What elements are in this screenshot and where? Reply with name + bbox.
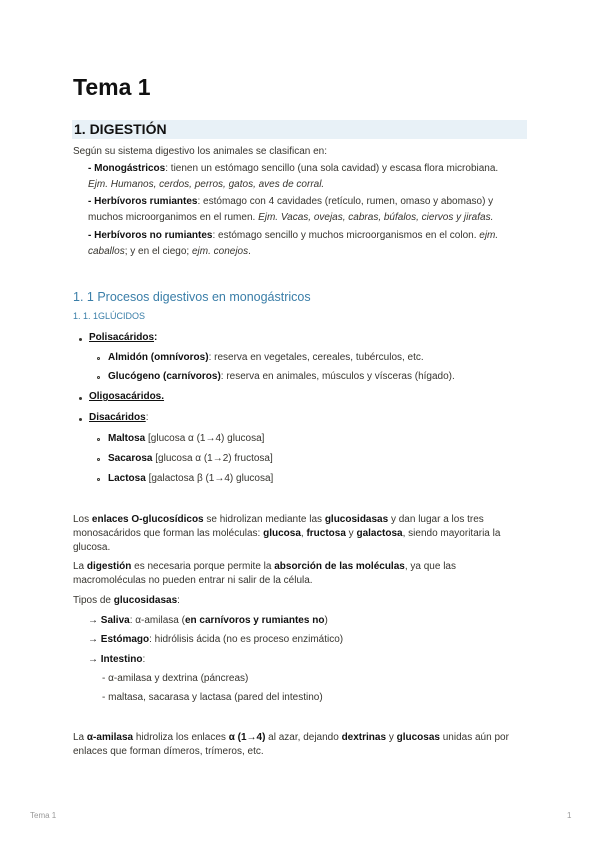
bullet-icon [79, 418, 82, 421]
maltosa-text: [glucosa α (1→4) glucosa] [145, 433, 265, 444]
text: La [73, 732, 87, 743]
herbivoros-rumiantes-text: : estómago con 4 cavidades (retículo, rumen, omaso y abomaso) y [197, 196, 494, 207]
lactosa-term: Lactosa [108, 473, 146, 484]
monogastricos-example: Ejm. Humanos, cerdos, perros, gatos, aves de corral. [88, 179, 325, 190]
caballos-text: caballos [88, 246, 125, 257]
fructosa-term: fructosa [306, 528, 346, 539]
circle-bullet-icon [97, 438, 100, 441]
monogastricos-text: : tienen un estómago sencillo (una sola cavidad) y escasa flora microbiana. [165, 163, 499, 174]
intestino-item [88, 653, 145, 667]
conejos-example: ejm. conejos [191, 246, 249, 257]
maltosa-item [108, 432, 264, 446]
estomago-term: Estómago [100, 634, 150, 645]
amilasa-term: α-amilasa [86, 732, 134, 743]
sacarosa-text: [glucosa α (1→2) fructosa] [152, 453, 273, 464]
paragraph-amilasa-line2: enlaces que forman dímeros, trímeros, etc. [73, 746, 264, 757]
herbivoros-rumiantes-line [88, 195, 493, 209]
paragraph-amilasa-line1 [73, 731, 509, 745]
dash: - [88, 163, 95, 174]
text: La [73, 561, 87, 572]
herbivoros-no-rumiantes-line2 [88, 245, 251, 259]
text: unidas aún por [439, 732, 509, 743]
text: , siendo mayoritaria la [402, 528, 501, 539]
text: monosacáridos que forman las moléculas: [73, 528, 264, 539]
ciego-text: ; y en el ciego; [124, 246, 192, 257]
period: . [248, 246, 251, 257]
paragraph-digestion-line2: macromoléculas no pueden entrar ni salir de la célula. [73, 575, 313, 586]
monogastricos-term: Monogástricos [94, 163, 166, 174]
paragraph-enlaces-line3: glucosa. [73, 542, 111, 553]
glucosidasas-term: glucosidasas [324, 514, 389, 525]
circle-bullet-icon [97, 478, 100, 481]
glucosidasas-term: glucosidasas [113, 595, 178, 606]
arrow-right-icon: → [88, 634, 101, 645]
bullet-icon [79, 397, 82, 400]
text: y [386, 732, 397, 743]
dash: - [88, 196, 95, 207]
text: , ya que las [404, 561, 456, 572]
tipos-line [73, 594, 180, 608]
herbivoros-no-rumiantes-term: Herbívoros no rumiantes [94, 230, 213, 241]
oligosacaridos-item [89, 390, 164, 404]
herbivoros-no-rumiantes-text: : estómago sencillo y muchos microorganismos en el colon. [212, 230, 480, 241]
paragraph-enlaces-line2 [73, 527, 500, 541]
subsubsection-heading: 1. 1. 1GLÚCIDOS [73, 311, 146, 321]
colon: : [142, 654, 146, 665]
saliva-term: Saliva [100, 615, 130, 626]
sacarosa-item [108, 452, 273, 466]
bullet-icon [79, 338, 82, 341]
arrow-right-icon: → [88, 654, 101, 665]
oligosacaridos-term: Oligosacáridos. [89, 391, 165, 402]
polisacaridos-term: Polisacáridos [89, 332, 155, 343]
page-number: 1 [567, 811, 572, 820]
saliva-item [88, 614, 328, 628]
sacarosa-term: Sacarosa [108, 453, 153, 464]
colon: : [145, 412, 149, 423]
disacaridos-item [89, 411, 148, 425]
text: se hidrolizan mediante las [203, 514, 325, 525]
lactosa-text: [galactosa β (1→4) glucosa] [145, 473, 274, 484]
text: Tipos de [73, 595, 114, 606]
glucosa-term: glucosa [263, 528, 301, 539]
almidon-item [108, 351, 424, 365]
paragraph-digestion-line1 [73, 560, 456, 574]
text: Los [73, 514, 92, 525]
circle-bullet-icon [97, 458, 100, 461]
dextrinas-term: dextrinas [341, 732, 387, 743]
intro-text: Según su sistema digestivo los animales se clasifican en: [73, 146, 328, 157]
enlace-term: α (1→4) [228, 732, 266, 743]
maltosa-term: Maltosa [108, 433, 146, 444]
saliva-text: : α-amilasa ( [129, 615, 185, 626]
circle-bullet-icon [97, 357, 100, 360]
herbivoros-rumiantes-line2 [88, 211, 493, 225]
herbivoros-rumiantes-text2: muchos microorganimos en el rumen. [88, 212, 259, 223]
saliva-note: en carnívoros y rumiantes no [184, 615, 325, 626]
subsection-heading: 1. 1 Procesos digestivos en monogástricos [73, 290, 311, 304]
arrow-right-icon: → [88, 615, 101, 626]
estomago-item [88, 633, 343, 647]
dash: - [88, 230, 95, 241]
text: y dan lugar a los tres [388, 514, 484, 525]
text: y [345, 528, 357, 539]
circle-bullet-icon [97, 376, 100, 379]
intestino-subitem-2: - maltasa, sacarasa y lactasa (pared del intestino) [102, 692, 323, 703]
paragraph-enlaces-line1 [73, 513, 484, 527]
absorcion-term: absorción de las moléculas [274, 561, 405, 572]
herbivoros-no-rumiantes-line [88, 229, 498, 243]
lactosa-item [108, 472, 273, 486]
enlaces-term: enlaces O-glucosídicos [91, 514, 204, 525]
text: , [300, 528, 307, 539]
text: ) [324, 615, 328, 626]
glucogeno-item [108, 370, 455, 384]
intestino-term: Intestino [100, 654, 143, 665]
polisacaridos-item [89, 331, 157, 345]
disacaridos-term: Disacáridos [89, 412, 146, 423]
colon: : [154, 332, 158, 343]
page-title: Tema 1 [73, 74, 151, 100]
almidon-term: Almidón (omnívoros) [108, 352, 209, 363]
herbivoros-rumiantes-term: Herbívoros rumiantes [94, 196, 198, 207]
intestino-subitem-1: - α-amilasa y dextrina (páncreas) [102, 673, 249, 684]
monogastricos-line [88, 162, 498, 176]
colon: : [177, 595, 180, 606]
glucogeno-text: : reserva en animales, músculos y vísceras (hígado). [220, 371, 455, 382]
digestion-term: digestión [86, 561, 132, 572]
text: al azar, dejando [265, 732, 342, 743]
almidon-text: : reserva en vegetales, cereales, tubérculos, etc. [208, 352, 424, 363]
text: es necesaria porque permite la [131, 561, 275, 572]
footer-title: Tema 1 [30, 811, 57, 820]
glucosas-term: glucosas [396, 732, 440, 743]
section-heading: 1. DIGESTIÓN [74, 121, 167, 137]
example-label: ejm. [479, 230, 499, 241]
galactosa-term: galactosa [356, 528, 403, 539]
herbivoros-rumiantes-example: Ejm. Vacas, ovejas, cabras, búfalos, ciervos y jirafas. [258, 212, 494, 223]
glucogeno-term: Glucógeno (carnívoros) [108, 371, 221, 382]
estomago-text: : hidrólisis ácida (no es proceso enzimático) [149, 634, 344, 645]
text: hidroliza los enlaces [133, 732, 229, 743]
